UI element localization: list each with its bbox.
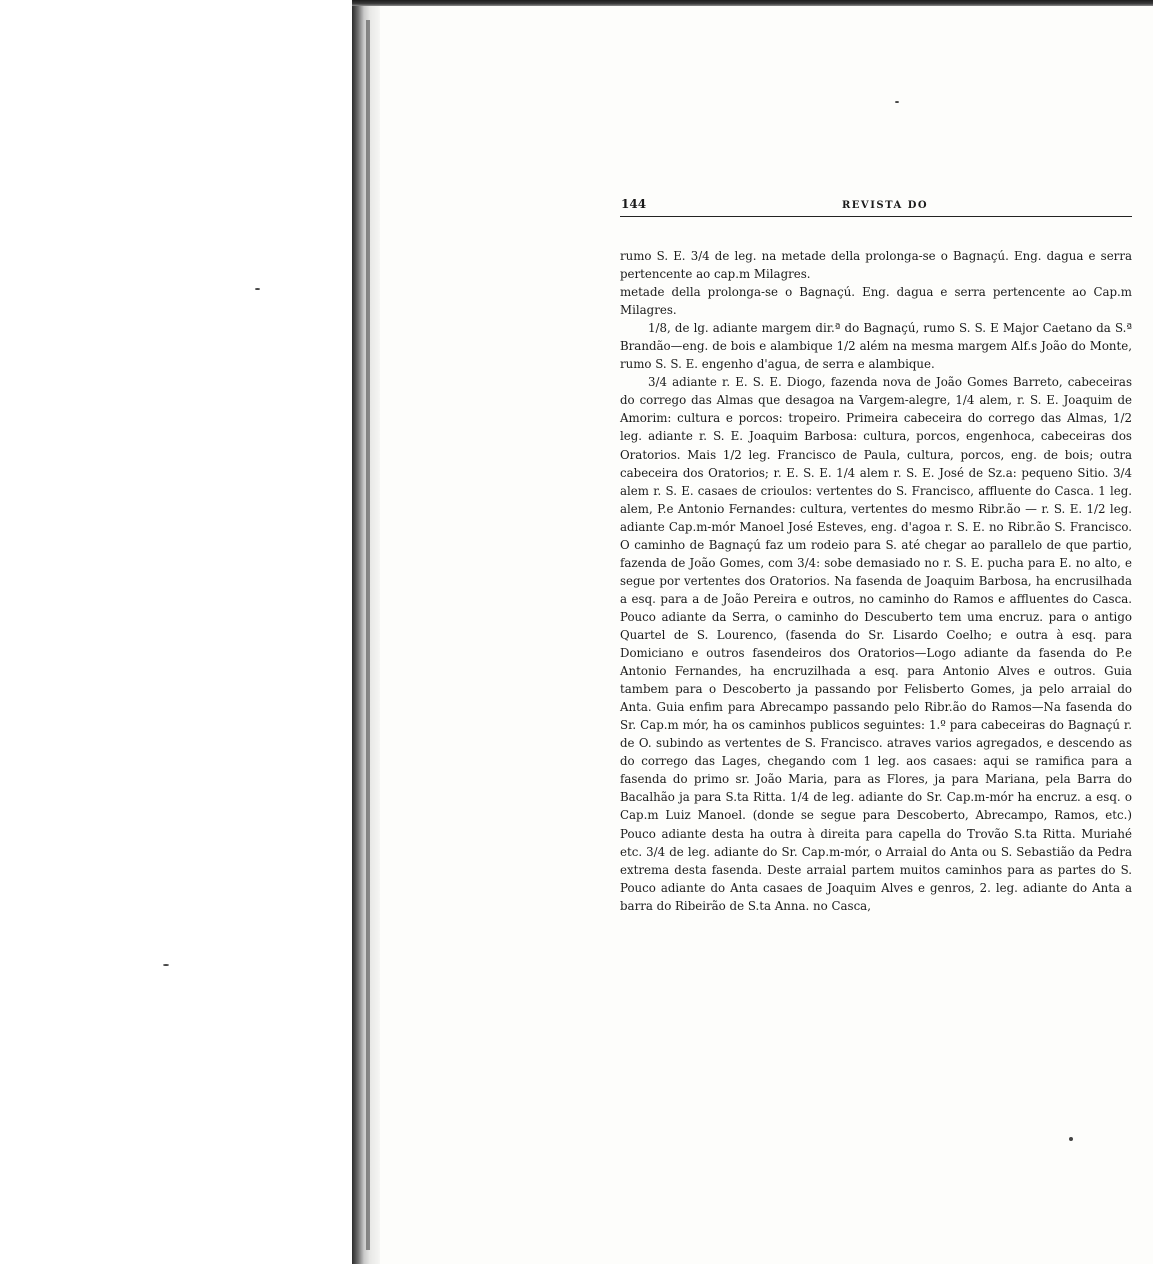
- running-head: [620, 194, 1132, 217]
- dust-speck: [895, 101, 899, 103]
- dust-speck: [1069, 1137, 1073, 1141]
- journal-title: REVISTA DO: [842, 200, 929, 211]
- paragraph: rumo S. E. 3/4 de leg. na metade della prolonga-se o Bagnaçú. Eng. dagua e serra pertencente ao cap.m Milagres.: [620, 249, 1132, 282]
- dust-speck: [255, 288, 260, 290]
- dust-speck: [163, 964, 169, 966]
- paragraph: metade della prolonga-se o Bagnaçú. Eng. dagua e serra pertencente ao Cap.m Milagres.: [620, 285, 1132, 318]
- facing-blank-page: [0, 0, 358, 1264]
- spine-crease: [366, 20, 370, 1250]
- page-number: 144: [621, 197, 647, 211]
- page-content: [620, 194, 1132, 915]
- paragraph: 3/4 adiante r. E. S. E. Diogo, fazenda nova de João Gomes Barreto, cabeceiras do corrego das Almas que desagoa na Vargem-alegre, 1/4 alem, r. S. E. Joaquim de Amorim: cultura e porcos: tropeiro. Primeira cabeceira do corrego das Almas, 1/2 leg. adiante r. S. E. Joaquim Barbosa: cultura, porcos, engenhoca, cabeceiras dos Oratorios. Mais 1/2 leg. Francisco de Paula, cultura, porcos, eng. de bois; outra cabeceira dos Oratorios; r. E. S. E. 1/4 alem r. S. E. José de Sz.a: pequeno Sitio. 3/4 alem r. S. E. casaes de crioulos: vertentes do S. Francisco, affluente do Casca. 1 leg. alem, P.e Antonio Fernandes: cultura, vertentes do mesmo Ribr.ão — r. S. E. 1/2 leg. adiante Cap.m-mór Manoel José Esteves, eng. d'agoa r. S. E. no Ribr.ão S. Francisco. O caminho de Bagnaçú faz um rodeio para S. até chegar ao parallelo de que partio, fazenda de João Gomes, com 3/4: sobe demasiado no r. S. E. pucha para E. no alto, e segue por vertentes dos Oratorios. Na fasenda de Joaquim Barbosa, ha encrusilhada a esq. para a de João Pereira e outros, no caminho do Ramos e affluentes do Casca. Pouco adiante da Serra, o caminho do Descuberto tem uma encruz. para o antigo Quartel de S. Lourenco, (fasenda do Sr. Lisardo Coelho; e outra à esq. para Domiciano e outros fasendeiros dos Oratorios—Logo adiante da fasenda do P.e Antonio Fernandes, ha encruzilhada a esq. para Antonio Alves e outros. Guia tambem para o Descoberto ja passando por Felisberto Gomes, ja pelo arraial do Anta. Guia enfim para Abrecampo passando pelo Ribr.ão do Ramos—Na fasenda do Sr. Cap.m mór, ha os caminhos publicos seguintes: 1.º para cabeceiras do Bagnaçú r. de O. subindo as vertentes de S. Francisco. atraves varios agregados, e descendo as do corrego das Lages, chegando com 1 leg. aos casaes: aqui se ramifica para a fasenda do primo sr. João Maria, para as Flores, ja para Mariana, pela Barra do Bacalhão ja para S.ta Ritta. 1/4 de leg. adiante do Sr. Cap.m-mór ha encruz. a esq. o Cap.m Luiz Manoel. (donde se segue para Descoberto, Abrecampo, Ramos, etc.) Pouco adiante desta ha outra à direita para capella do Trovão S.ta Ritta. Muriahé etc. 3/4 de leg. adiante do Sr. Cap.m-mór, o Arraial do Anta ou S. Sebastião da Pedra extrema desta fasenda. Deste arraial partem muitos caminhos para as partes do S. Pouco adiante do Anta casaes de Joaquim Alves e genros, 2. leg. adiante do Anta a barra do Ribeirão de S.ta Anna. no Casca,: [620, 375, 1132, 913]
- paragraph: 1/8, de lg. adiante margem dir.ª do Bagnaçú, rumo S. S. E Major Caetano da S.ª Brandão—eng. de bois e alambique 1/2 além na mesma margem Alf.s João do Monte, rumo S. S. E. engenho d'agua, de serra e alambique.: [620, 321, 1132, 372]
- body-text: [620, 247, 1132, 915]
- page-top-edge: [352, 0, 1153, 6]
